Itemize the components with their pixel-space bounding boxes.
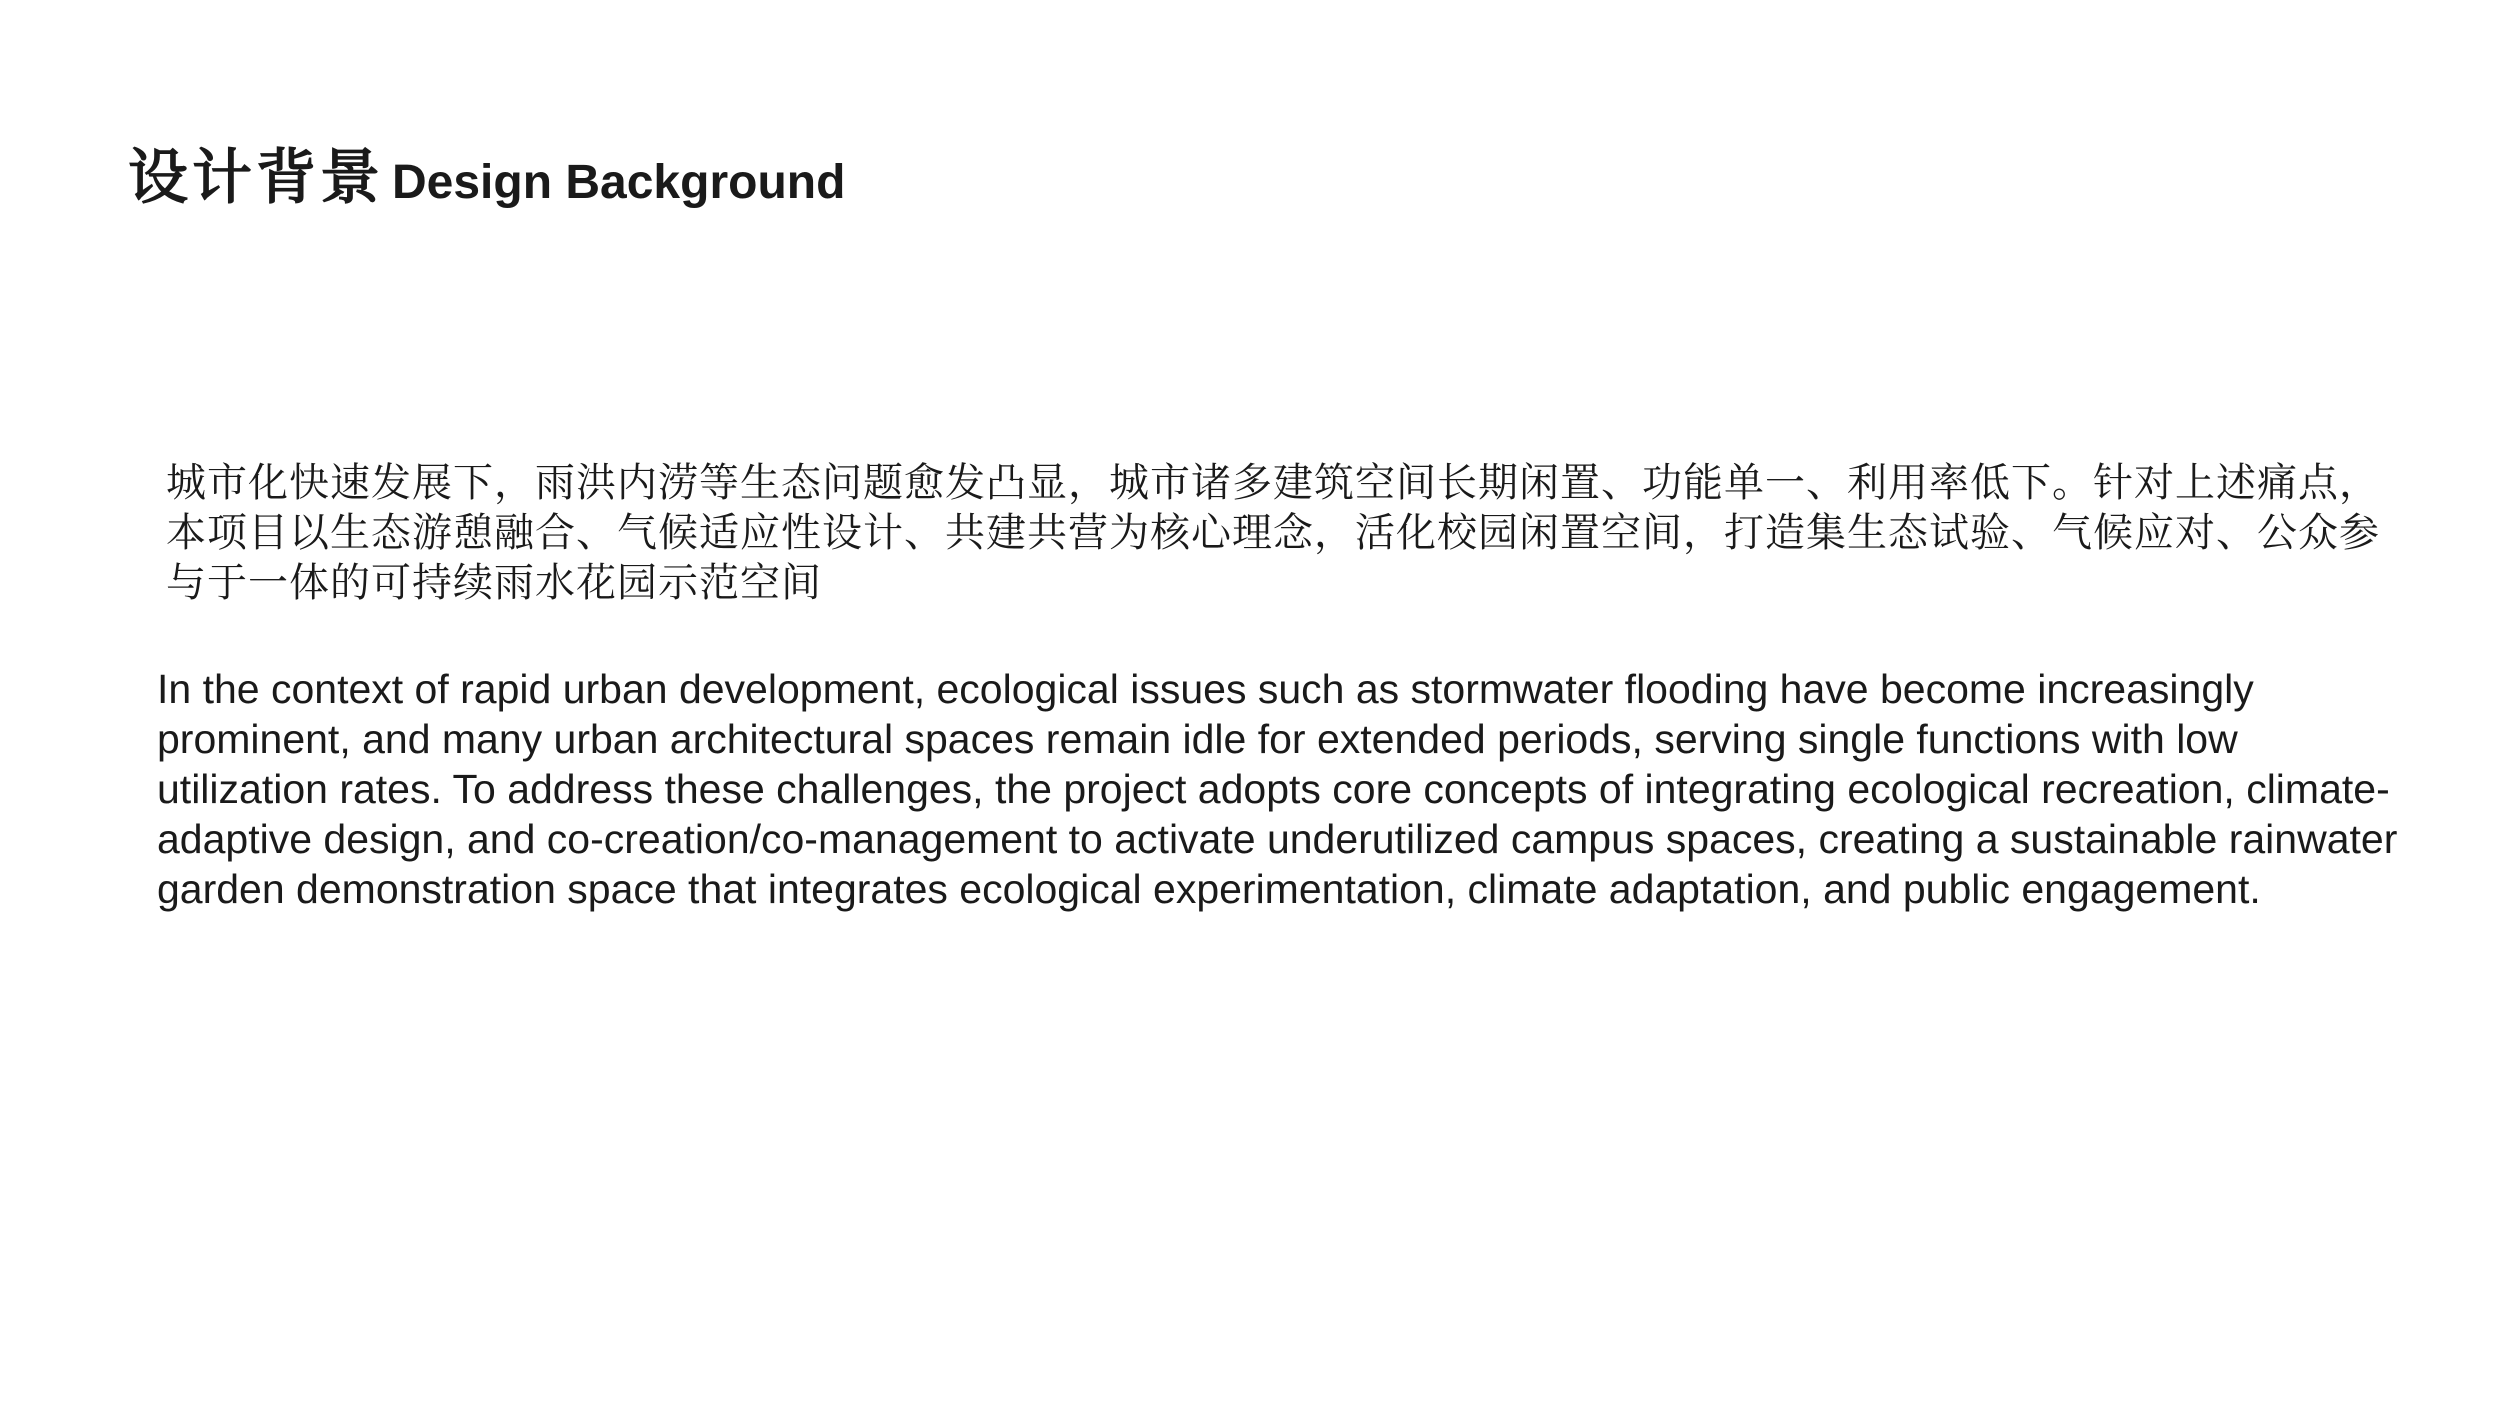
- page-title-english: Design Background: [392, 156, 846, 209]
- english-paragraph: In the context of rapid urban development, ecological issues such as stormwater flooding have become increasingly prominent, and many urban architectural spaces remain idle for extended periods, serving single functions with low utilization rates. To address these challenges, the project adopts core concepts of integrating ecological recreation, climate-adaptive design, and co-creation/co-management to activate underutilized campus spaces, creating a sustainable rainwater garden demonstration space that integrates ecological experimentation, climate adaptation, and public engagement.: [157, 666, 2398, 912]
- page-title: [128, 143, 846, 213]
- chinese-paragraph: 城市化快速发展下，雨洪内涝等生态问题愈发凸显，城市诸多建筑空间长期闲置、功能单一、利用率低下。针对上述痛点，本项目以生态游憩融合、气候适应性设计、共建共营为核心理念，活化校园闲置空间，打造集生态试验、气候应对、公众参与于一体的可持续雨水花园示范空间: [166, 460, 2380, 606]
- page-title-chinese: 设计背景: [128, 143, 384, 213]
